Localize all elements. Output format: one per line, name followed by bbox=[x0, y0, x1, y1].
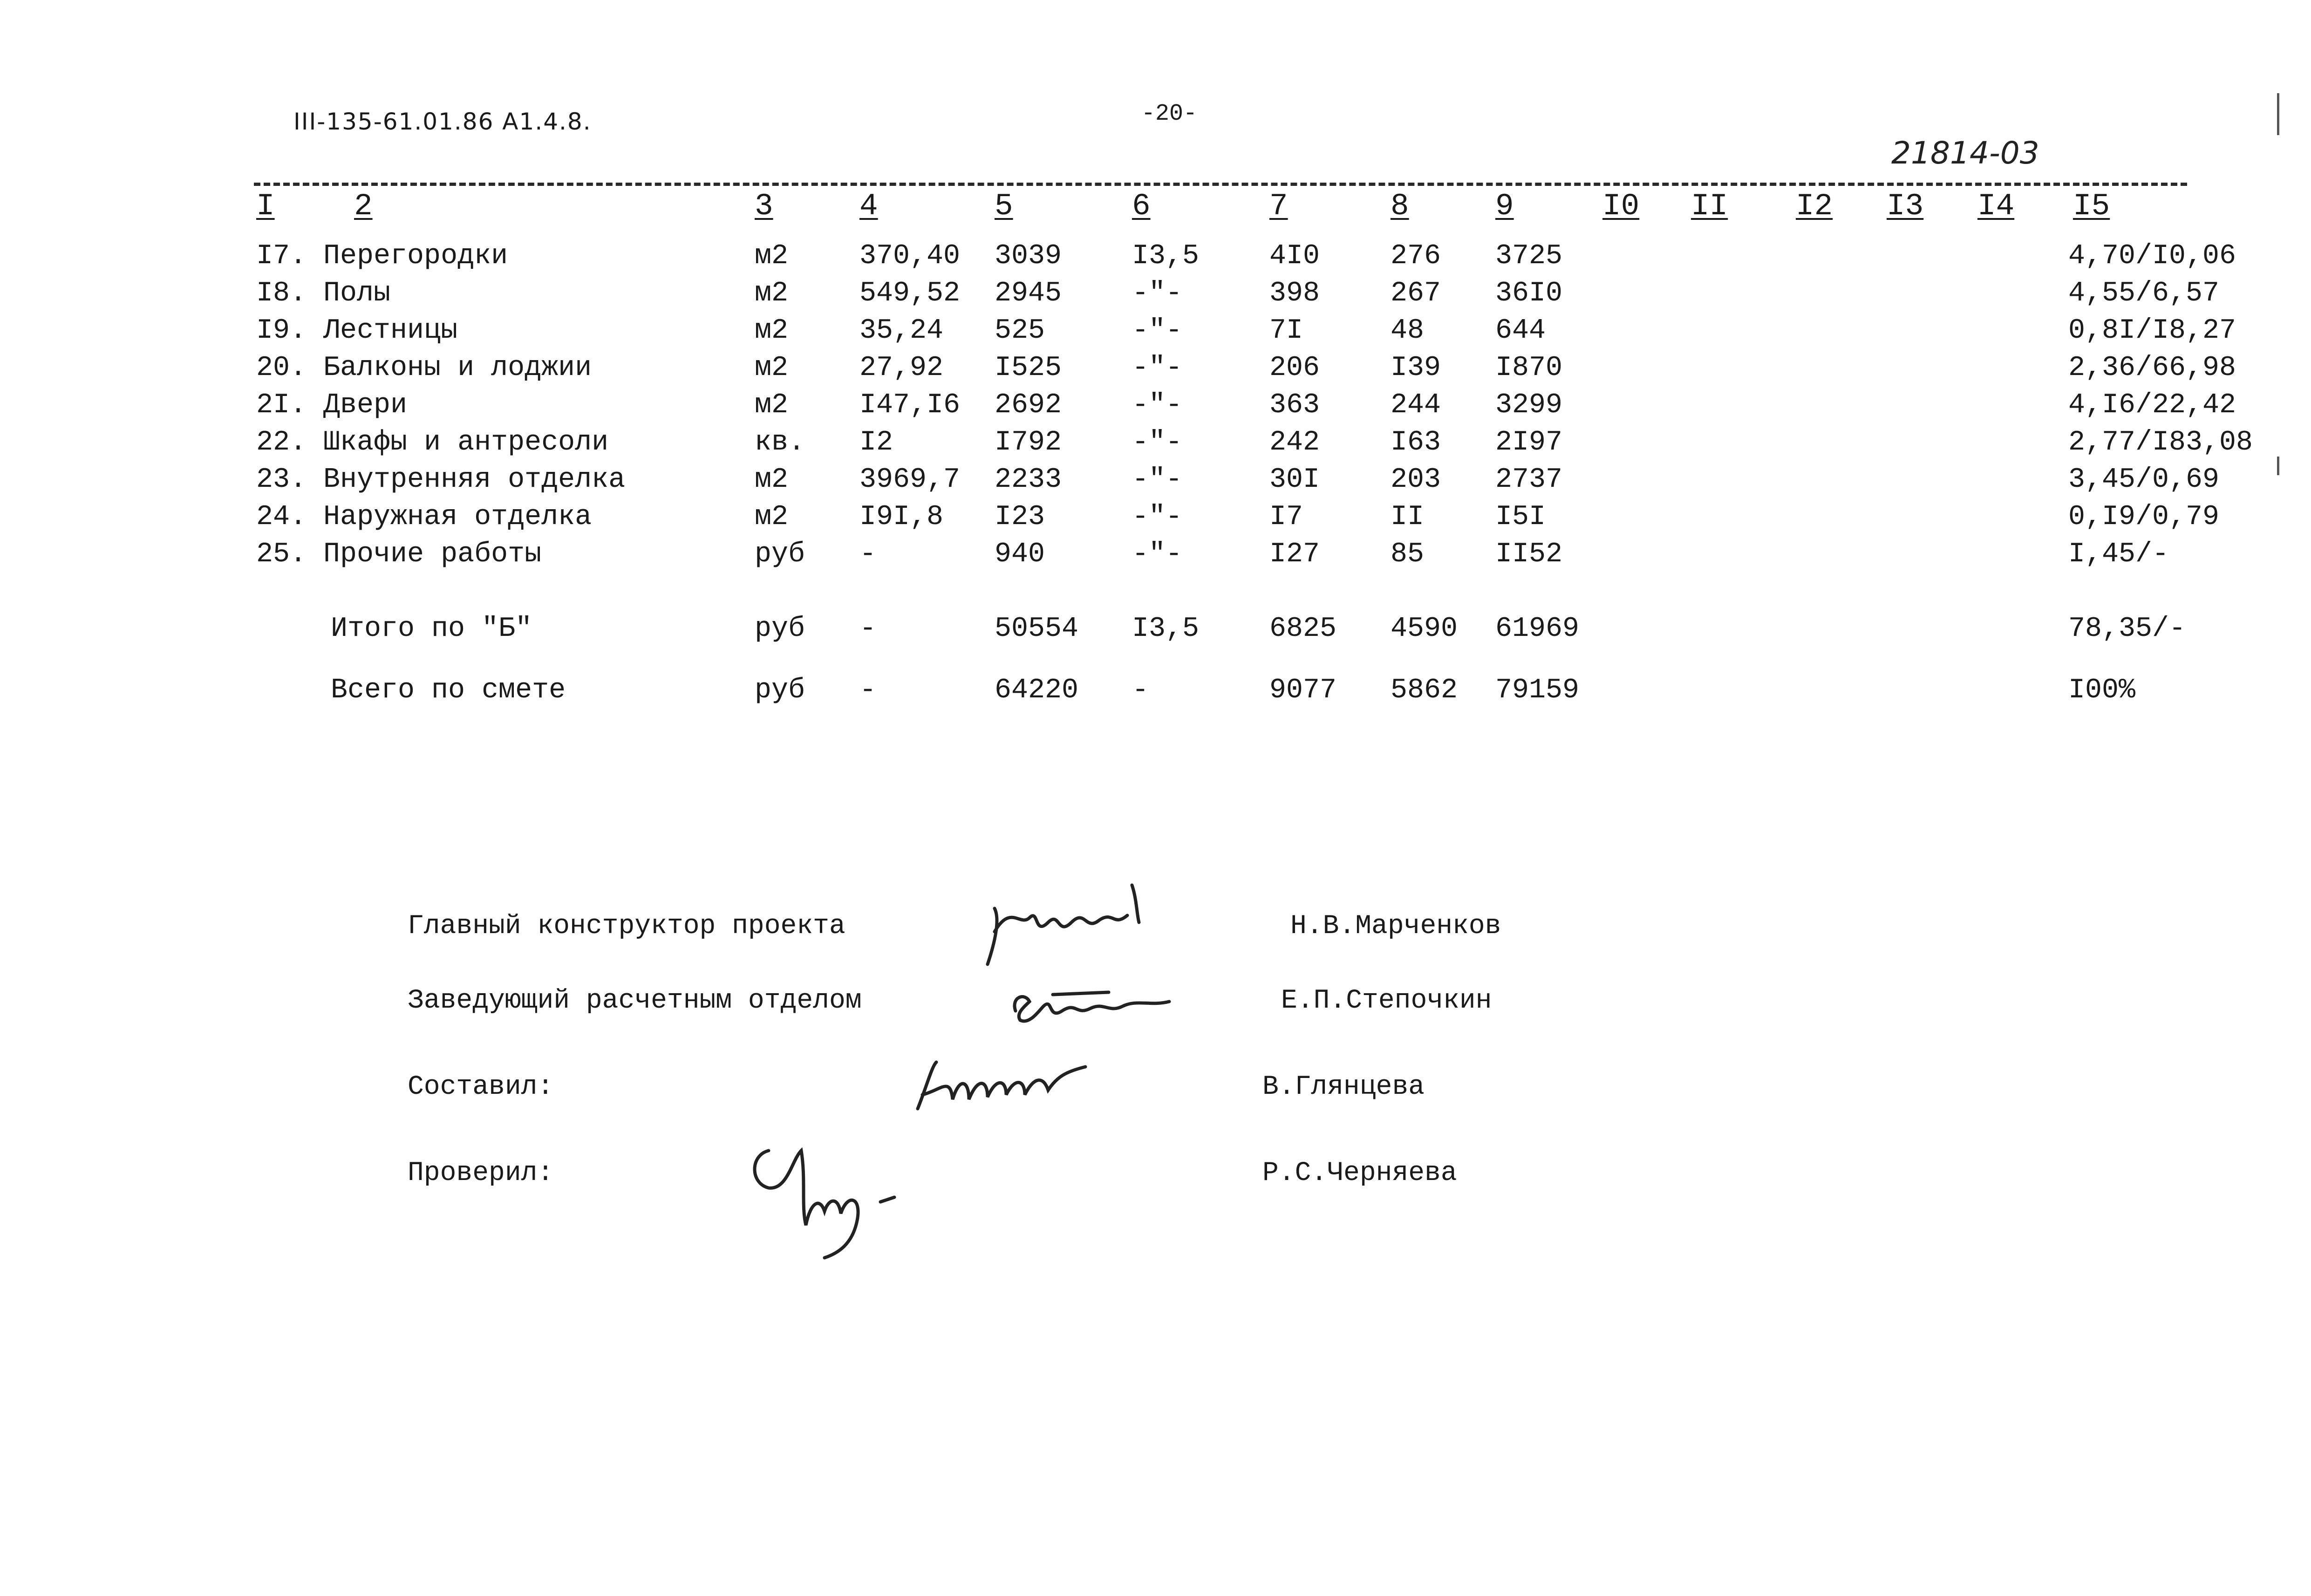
col-8-value: I39 bbox=[1391, 352, 1441, 384]
col-4-value: I2 bbox=[859, 427, 893, 458]
col-5-value: 50554 bbox=[995, 613, 1079, 645]
col-4-value: 35,24 bbox=[859, 315, 944, 347]
table-row bbox=[0, 275, 2311, 312]
col-8-value: 276 bbox=[1391, 240, 1441, 272]
page-number: -20- bbox=[1141, 101, 1198, 127]
col-15-value: 0,8I/I8,27 bbox=[2068, 315, 2236, 347]
col-9-value: 3299 bbox=[1495, 389, 1563, 421]
table-row bbox=[0, 349, 2311, 387]
col-15-value: 2,77/I83,08 bbox=[2068, 427, 2253, 458]
table-row bbox=[0, 498, 2311, 536]
col-7-value: I27 bbox=[1269, 539, 1320, 570]
col-7-value: 206 bbox=[1269, 352, 1320, 384]
col-9-value: 61969 bbox=[1495, 613, 1580, 645]
item-unit: руб bbox=[755, 539, 805, 570]
signature-mark bbox=[741, 1132, 955, 1267]
col-8-value: 267 bbox=[1391, 278, 1441, 309]
subtotal-unit: руб bbox=[755, 613, 805, 645]
signature-mark bbox=[978, 866, 1155, 978]
signatory-role: Составил: bbox=[408, 1072, 554, 1102]
col-7-value: 9077 bbox=[1269, 675, 1337, 706]
col-7-value: 6825 bbox=[1269, 613, 1337, 645]
col-5-value: 2692 bbox=[995, 389, 1062, 421]
col-9-value: 3725 bbox=[1495, 240, 1563, 272]
col-7-value: 7I bbox=[1269, 315, 1303, 347]
col-9-value: II52 bbox=[1495, 539, 1563, 570]
signature-mark bbox=[908, 1048, 1104, 1123]
col-4-value: 27,92 bbox=[859, 352, 944, 384]
signatory-name: В.Глянцева bbox=[1262, 1072, 1425, 1102]
grand-total-unit: руб bbox=[755, 675, 805, 706]
item-unit: м2 bbox=[755, 278, 789, 309]
signature-mark bbox=[997, 969, 1183, 1034]
signatory-name: Р.С.Черняева bbox=[1262, 1158, 1457, 1188]
col-7-value: 398 bbox=[1269, 278, 1320, 309]
column-number-5: 5 bbox=[995, 189, 1013, 224]
col-9-value: I5I bbox=[1495, 501, 1546, 533]
stamp-number: 21814-03 bbox=[1891, 135, 2039, 171]
col-9-value: 644 bbox=[1495, 315, 1546, 347]
column-number-11: II bbox=[1691, 189, 1728, 224]
col-9-value: 36I0 bbox=[1495, 278, 1563, 309]
column-number-15: I5 bbox=[2073, 189, 2110, 224]
column-number-13: I3 bbox=[1887, 189, 1924, 224]
item-unit: м2 bbox=[755, 464, 789, 496]
col-5-value: 64220 bbox=[995, 675, 1079, 706]
subtotal-label: Итого по "Б" bbox=[331, 613, 532, 645]
col-5-value: 2233 bbox=[995, 464, 1062, 496]
col-4-value: I9I,8 bbox=[859, 501, 944, 533]
col-6-value: - bbox=[1132, 675, 1149, 706]
col-15-value: 4,55/6,57 bbox=[2068, 278, 2220, 309]
column-number-12: I2 bbox=[1796, 189, 1833, 224]
col-4-value: - bbox=[859, 613, 877, 645]
col-6-value: I3,5 bbox=[1132, 613, 1200, 645]
column-number-7: 7 bbox=[1269, 189, 1288, 224]
col-4-value: 3969,7 bbox=[859, 464, 961, 496]
item-name: 20. Балконы и лоджии bbox=[256, 352, 592, 384]
item-name: 24. Наружная отделка bbox=[256, 501, 592, 533]
col-7-value: 363 bbox=[1269, 389, 1320, 421]
col-5-value: 3039 bbox=[995, 240, 1062, 272]
col-15-value: I00% bbox=[2068, 675, 2136, 706]
col-5-value: 2945 bbox=[995, 278, 1062, 309]
col-8-value: 244 bbox=[1391, 389, 1441, 421]
col-15-value: 78,35/- bbox=[2068, 613, 2186, 645]
item-unit: м2 bbox=[755, 352, 789, 384]
col-15-value: 0,I9/0,79 bbox=[2068, 501, 2220, 533]
item-unit: м2 bbox=[755, 315, 789, 347]
grand-total-label: Всего по смете bbox=[331, 675, 566, 706]
col-8-value: 4590 bbox=[1391, 613, 1458, 645]
column-number-9: 9 bbox=[1495, 189, 1514, 224]
col-6-value: -"- bbox=[1132, 539, 1183, 570]
col-7-value: I7 bbox=[1269, 501, 1303, 533]
col-15-value: 4,I6/22,42 bbox=[2068, 389, 2236, 421]
table-row bbox=[0, 387, 2311, 424]
col-5-value: I792 bbox=[995, 427, 1062, 458]
col-9-value: 2737 bbox=[1495, 464, 1563, 496]
item-name: I9. Лестницы bbox=[256, 315, 458, 347]
col-15-value: 2,36/66,98 bbox=[2068, 352, 2236, 384]
column-number-14: I4 bbox=[1977, 189, 2015, 224]
col-8-value: 203 bbox=[1391, 464, 1441, 496]
grand-total-row bbox=[0, 672, 2311, 709]
col-15-value: 3,45/0,69 bbox=[2068, 464, 2220, 496]
item-name: 2I. Двери bbox=[256, 389, 408, 421]
column-number-1: I bbox=[256, 189, 275, 224]
col-4-value: - bbox=[859, 539, 877, 570]
col-5-value: I525 bbox=[995, 352, 1062, 384]
col-6-value: -"- bbox=[1132, 352, 1183, 384]
col-15-value: 4,70/I0,06 bbox=[2068, 240, 2236, 272]
col-5-value: 525 bbox=[995, 315, 1045, 347]
col-9-value: I870 bbox=[1495, 352, 1563, 384]
item-unit: м2 bbox=[755, 501, 789, 533]
signatory-role: Заведующий расчетным отделом bbox=[408, 986, 862, 1016]
item-name: I7. Перегородки bbox=[256, 240, 508, 272]
column-number-10: I0 bbox=[1602, 189, 1640, 224]
col-7-value: 30I bbox=[1269, 464, 1320, 496]
col-8-value: 48 bbox=[1391, 315, 1425, 347]
col-9-value: 2I97 bbox=[1495, 427, 1563, 458]
document-code: III-135-61.01.86 A1.4.8. bbox=[293, 108, 592, 135]
subtotal-row bbox=[0, 610, 2311, 648]
table-row bbox=[0, 424, 2311, 461]
col-4-value: 549,52 bbox=[859, 278, 961, 309]
col-5-value: I23 bbox=[995, 501, 1045, 533]
column-number-4: 4 bbox=[859, 189, 878, 224]
header-divider bbox=[254, 183, 2187, 186]
col-7-value: 242 bbox=[1269, 427, 1320, 458]
col-6-value: -"- bbox=[1132, 464, 1183, 496]
col-6-value: -"- bbox=[1132, 427, 1183, 458]
col-8-value: 5862 bbox=[1391, 675, 1458, 706]
item-name: 22. Шкафы и антресоли bbox=[256, 427, 609, 458]
col-8-value: II bbox=[1391, 501, 1425, 533]
item-unit: м2 bbox=[755, 389, 789, 421]
column-number-2: 2 bbox=[354, 189, 373, 224]
col-8-value: I63 bbox=[1391, 427, 1441, 458]
col-7-value: 4I0 bbox=[1269, 240, 1320, 272]
table-row bbox=[0, 312, 2311, 349]
item-name: I8. Полы bbox=[256, 278, 391, 309]
item-unit: кв. bbox=[755, 427, 805, 458]
column-number-6: 6 bbox=[1132, 189, 1151, 224]
signatory-name: Е.П.Степочкин bbox=[1281, 986, 1492, 1016]
col-6-value: -"- bbox=[1132, 278, 1183, 309]
col-4-value: - bbox=[859, 675, 877, 706]
col-15-value: I,45/- bbox=[2068, 539, 2169, 570]
col-6-value: -"- bbox=[1132, 315, 1183, 347]
col-6-value: I3,5 bbox=[1132, 240, 1200, 272]
signatory-name: Н.В.Марченков bbox=[1290, 911, 1501, 941]
scan-edge-mark bbox=[2277, 93, 2279, 135]
signatory-role: Проверил: bbox=[408, 1158, 554, 1188]
scan-edge-mark bbox=[2277, 457, 2279, 475]
table-row bbox=[0, 536, 2311, 573]
item-name: 23. Внутренняя отделка bbox=[256, 464, 626, 496]
table-row bbox=[0, 238, 2311, 275]
table-row bbox=[0, 461, 2311, 498]
col-4-value: 370,40 bbox=[859, 240, 961, 272]
col-5-value: 940 bbox=[995, 539, 1045, 570]
column-number-3: 3 bbox=[755, 189, 773, 224]
item-unit: м2 bbox=[755, 240, 789, 272]
column-number-8: 8 bbox=[1391, 189, 1409, 224]
col-4-value: I47,I6 bbox=[859, 389, 961, 421]
col-6-value: -"- bbox=[1132, 501, 1183, 533]
col-9-value: 79159 bbox=[1495, 675, 1580, 706]
col-6-value: -"- bbox=[1132, 389, 1183, 421]
signatory-role: Главный конструктор проекта bbox=[408, 911, 845, 941]
col-8-value: 85 bbox=[1391, 539, 1425, 570]
item-name: 25. Прочие работы bbox=[256, 539, 542, 570]
